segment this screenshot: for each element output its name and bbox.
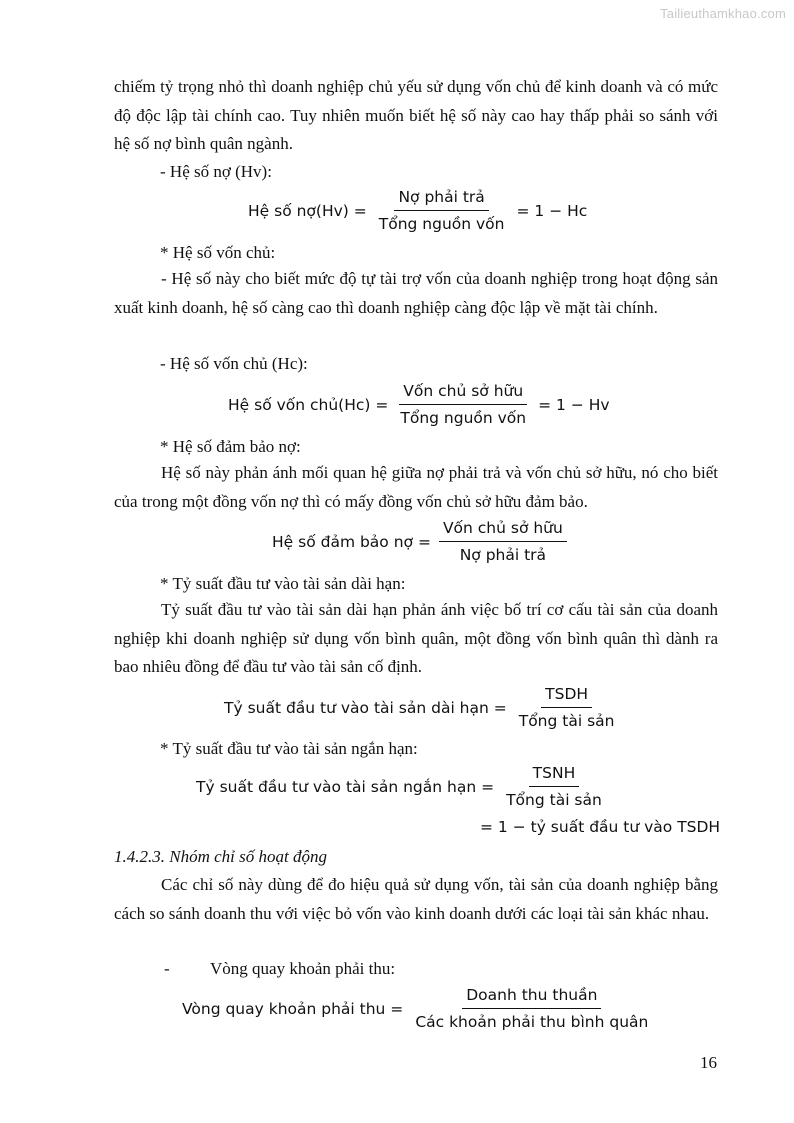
- eq-vq-fraction: [411, 985, 652, 1032]
- heading-debt-coverage: * Hệ số đảm bảo nợ:: [160, 437, 301, 456]
- eq-dh-denominator: Tổng tài sản: [518, 712, 615, 730]
- heading-short-term-ratio: * Tỷ suất đầu tư vào tài sản ngắn hạn:: [160, 739, 418, 758]
- eq-nh-line2: = 1 − tỷ suất đầu tư vào TSDH: [480, 818, 721, 836]
- eq-nh-denominator: Tổng tài sản: [506, 791, 602, 809]
- paragraph-debt-coverage: Hệ số này phản ánh mối quan hệ giữa nợ phải trả và vốn chủ sở hữu, nó cho biết của trong một đồng vốn nợ thì có mấy đồng vốn chủ sở hữu đảm bảo.: [114, 463, 718, 511]
- heading-equity-ratio: * Hệ số vốn chủ:: [160, 243, 276, 262]
- eq-db-denominator: Nợ phải trả: [459, 546, 547, 564]
- eq-hc-rhs: = 1 − Hv: [538, 395, 610, 414]
- eq-db-fraction: [439, 518, 567, 565]
- eq-dh-fraction: [515, 684, 619, 731]
- paragraph-activity-ratios: Các chỉ số này dùng để đo hiệu quả sử dụng vốn, tài sản của doanh nghiệp bằng cách so sánh doanh thu với việc bỏ vốn vào kinh doanh dưới các loại tài sản khác nhau.: [114, 875, 718, 923]
- eq-hv-lhs: Hệ số nợ(Hv) =: [248, 201, 367, 220]
- label-equity-ratio: - Hệ số vốn chủ (Hc):: [160, 354, 308, 373]
- eq-vq-denominator: Các khoản phải thu bình quân: [415, 1013, 649, 1031]
- eq-hv-numerator: Nợ phải trả: [394, 187, 488, 211]
- paragraph-debt-ratio-end: chiếm tỷ trọng nhỏ thì doanh nghiệp chủ yếu sử dụng vốn chủ để kinh doanh và có mức độ độc lập tài chính cao. Tuy nhiên muốn biết hệ số này cao hay thấp phải so sánh với hệ số nợ bình quân ngành.: [114, 77, 718, 153]
- equation-short-term-ratio: [194, 763, 612, 810]
- watermark: Tailieuthamkhao.com: [660, 6, 786, 21]
- equation-debt-ratio: [246, 187, 589, 234]
- eq-hc-denominator: Tổng nguồn vốn: [400, 409, 527, 427]
- eq-dh-lhs: Tỷ suất đầu tư vào tài sản dài hạn =: [224, 698, 507, 717]
- eq-nh-numerator: TSNH: [529, 763, 580, 787]
- page-number: 16: [700, 1053, 717, 1072]
- label-receivables-turnover: Vòng quay khoản phải thu:: [210, 959, 396, 978]
- equation-debt-coverage: [270, 518, 573, 565]
- label-debt-ratio: - Hệ số nợ (Hv):: [160, 162, 272, 181]
- eq-hv-fraction: [375, 187, 509, 234]
- eq-db-lhs: Hệ số đảm bảo nợ =: [272, 532, 431, 551]
- eq-db-numerator: Vốn chủ sở hữu: [439, 518, 567, 542]
- equation-equity-ratio: [226, 381, 612, 428]
- bullet-dash: -: [164, 959, 170, 978]
- eq-hv-rhs: = 1 − Hc: [516, 201, 588, 220]
- equation-long-term-ratio: [222, 684, 624, 731]
- paragraph-long-term-ratio: Tỷ suất đầu tư vào tài sản dài hạn phản ánh việc bố trí cơ cấu tài sản của doanh nghiệp khi doanh nghiệp sử dụng vốn bình quân, một đồng vốn bình quân thì dành ra bao nhiêu đồng để đầu tư vào tài sản cố định.: [114, 600, 718, 676]
- eq-vq-numerator: Doanh thu thuần: [462, 985, 601, 1009]
- section-heading: 1.4.2.3. Nhóm chỉ số hoạt động: [114, 847, 327, 866]
- eq-dh-numerator: TSDH: [541, 684, 592, 708]
- eq-hv-denominator: Tổng nguồn vốn: [378, 215, 505, 233]
- equation-receivables-turnover: [180, 985, 658, 1032]
- eq-nh-fraction: [502, 763, 606, 810]
- eq-hc-lhs: Hệ số vốn chủ(Hc) =: [228, 395, 389, 414]
- equation-short-term-ratio-line2: [478, 818, 722, 836]
- eq-hc-numerator: Vốn chủ sở hữu: [399, 381, 527, 405]
- heading-long-term-ratio: * Tỷ suất đầu tư vào tài sản dài hạn:: [160, 574, 406, 593]
- eq-hc-fraction: [396, 381, 530, 428]
- eq-vq-lhs: Vòng quay khoản phải thu =: [182, 999, 404, 1018]
- eq-nh-lhs: Tỷ suất đầu tư vào tài sản ngắn hạn =: [196, 777, 495, 796]
- paragraph-equity-ratio: - Hệ số này cho biết mức độ tự tài trợ vốn của doanh nghiệp trong hoạt động sản xuất kinh doanh, hệ số càng cao thì doanh nghiệp càng độc lập về mặt tài chính.: [114, 269, 718, 317]
